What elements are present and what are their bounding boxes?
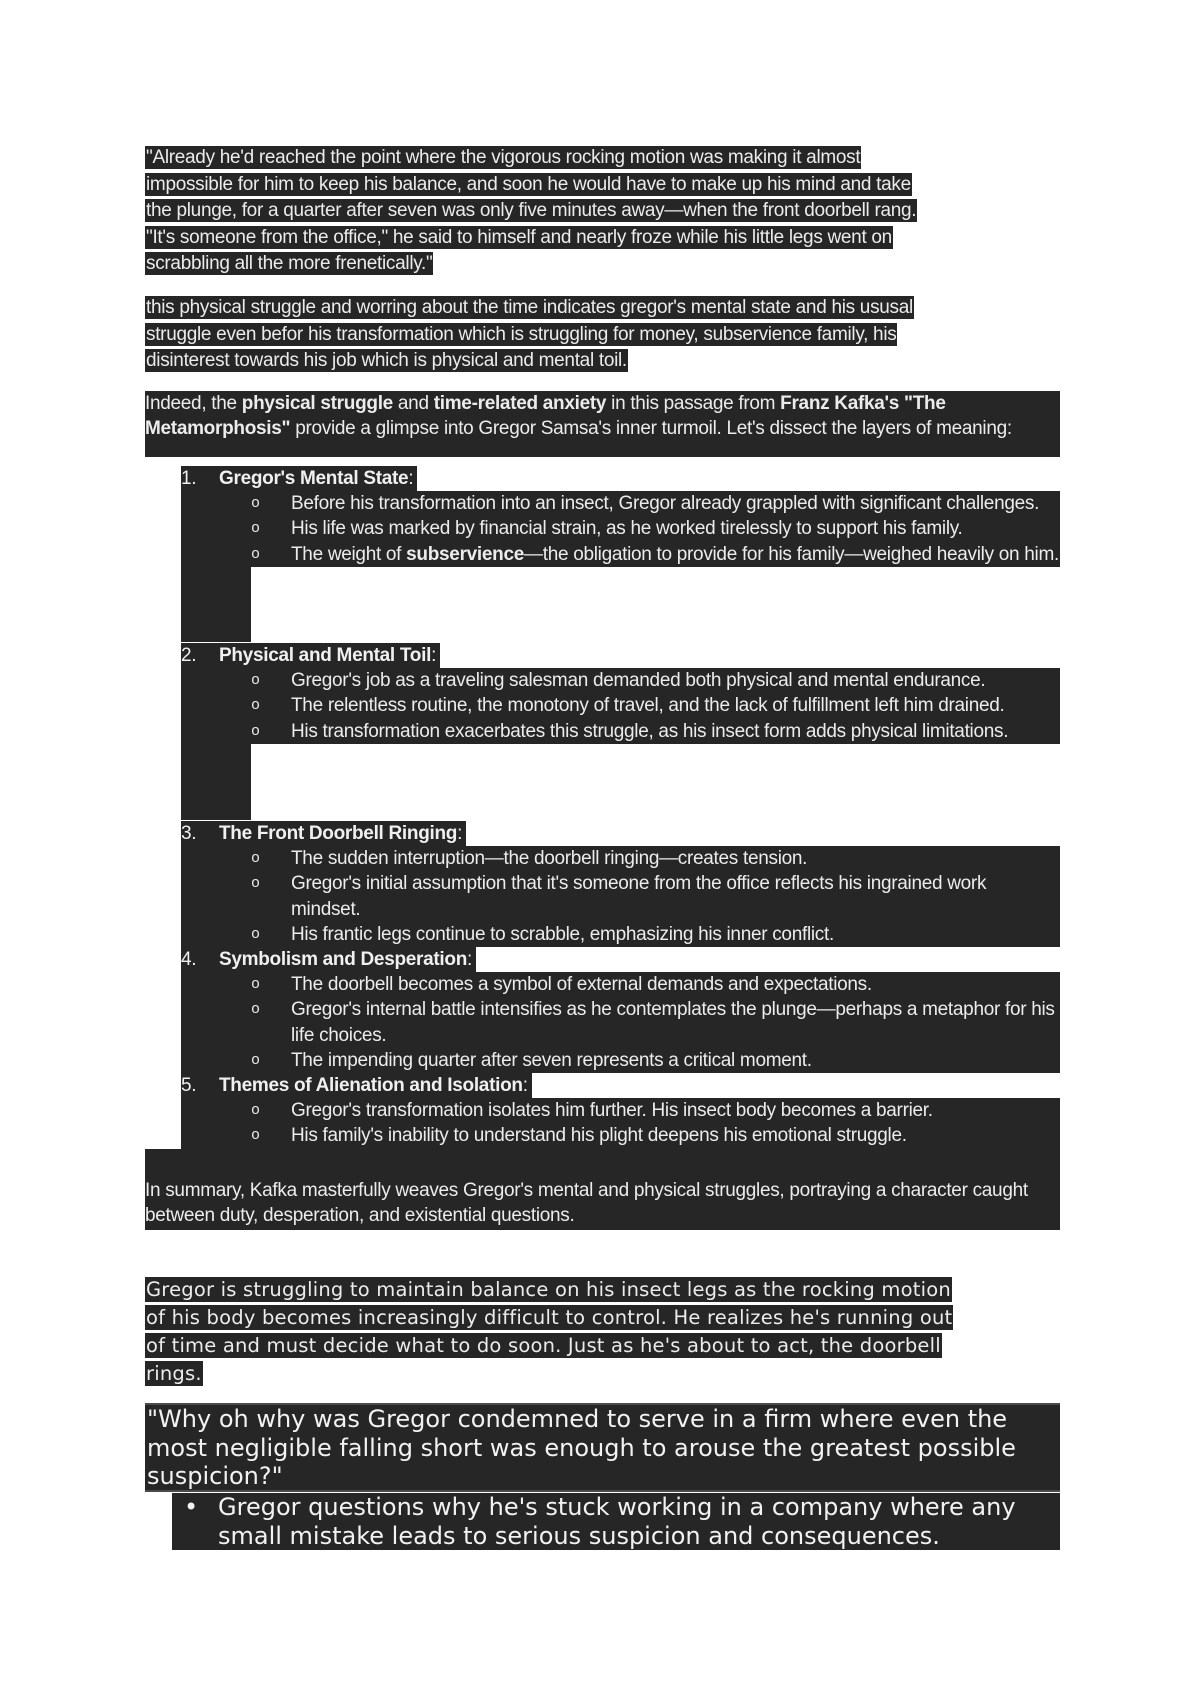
sub-list — [251, 668, 1060, 744]
text-line: "Already he'd reached the point where the vigorous rocking motion was making it almost — [146, 147, 861, 168]
sub-list-indent — [181, 1098, 251, 1149]
sub-list — [251, 972, 1060, 1073]
sub-list-item — [251, 1123, 1060, 1148]
bullet-icon: o — [251, 672, 260, 689]
text-line: disinterest towards his job which is physical and mental toil. — [146, 350, 627, 371]
item-title: Symbolism and Desperation — [219, 949, 468, 970]
bullet-icon: o — [251, 1127, 260, 1145]
sub-list-item — [251, 668, 1060, 693]
sub-item-text: The doorbell becomes a symbol of external demands and expectations. — [291, 974, 872, 995]
numbered-item — [181, 643, 440, 668]
bullet-icon: o — [251, 722, 260, 740]
text-line: this physical struggle and worring about the time indicates gregor's mental state and his ususal — [146, 297, 913, 318]
sub-list — [251, 846, 1060, 947]
item-number: 2. — [181, 645, 197, 666]
sub-item-text: Gregor's internal battle intensifies as he contemplates the plunge—perhaps a metaphor for his life choices. — [291, 999, 1055, 1046]
sub-item-text: The sudden interruption—the doorbell ringing—creates tension. — [291, 848, 808, 869]
bullet-icon: • — [184, 1493, 199, 1521]
text-line: "It's someone from the office," he said to himself and nearly froze while his little legs went on — [146, 226, 892, 248]
sub-item-text: The impending quarter after seven represents a critical moment. — [291, 1049, 812, 1071]
sub-item-text: His frantic legs continue to scrabble, emphasizing his inner conflict. — [291, 923, 834, 945]
numbered-item — [181, 821, 466, 846]
bullet-icon: o — [251, 1051, 260, 1069]
numbered-item — [181, 466, 417, 491]
sub-list-item — [251, 922, 1060, 947]
sub-list-item — [251, 1048, 1060, 1073]
quote-text: "Why oh why was Gregor condemned to serve in a firm where even the most negligible falling short was enough to arouse the greatest possible suspicion?" — [147, 1405, 1016, 1490]
analysis-block — [145, 391, 1060, 1230]
bullet-icon: o — [251, 1001, 260, 1019]
sub-list-item — [251, 997, 1060, 1048]
sub-list-item — [251, 491, 1060, 516]
bullet-icon: o — [251, 925, 260, 943]
sub-list-item — [251, 516, 1060, 541]
intro-text: provide a glimpse into Gregor Samsa's inner turmoil. Let's dissect the layers of meaning: — [290, 418, 1012, 440]
bullet-list-item — [172, 1493, 1060, 1550]
sub-item-text: The relentless routine, the monotony of travel, and the lack of fulfillment left him drained. — [291, 695, 1005, 717]
sub-list-item — [251, 972, 1060, 997]
item-title: Themes of Alienation and Isolation — [219, 1075, 523, 1096]
text-line: of time and must decide what to do soon. Just as he's about to act, the doorbell — [146, 1334, 941, 1357]
bullet-icon: o — [251, 875, 260, 893]
sub-item-text: His life was marked by financial strain, as he worked tirelessly to support his family. — [291, 518, 963, 540]
note-paragraph — [145, 295, 1060, 375]
analysis-intro — [145, 391, 1060, 442]
text-line: impossible for him to keep his balance, and soon he would have to make up his mind and take — [146, 173, 911, 195]
bullet-icon: o — [251, 1102, 260, 1119]
bullet-icon: o — [251, 520, 260, 538]
item-number: 4. — [181, 949, 197, 970]
item-number: 5. — [181, 1075, 197, 1096]
sub-item-text: —the obligation to provide for his family—weighed heavily on him. — [524, 543, 1059, 565]
text-line: rings. — [146, 1362, 202, 1385]
intro-bold: physical struggle — [241, 393, 393, 414]
sub-item-text: The weight of — [291, 543, 407, 565]
sub-list-item — [251, 719, 1060, 744]
sub-list — [251, 491, 1060, 567]
intro-bold: time-related anxiety — [433, 393, 607, 414]
item-colon: : — [522, 1075, 528, 1096]
quote-box — [145, 1403, 1060, 1492]
sub-item-text: Gregor's transformation isolates him further. His insect body becomes a barrier. — [291, 1100, 933, 1121]
intro-text: Indeed, the — [145, 393, 242, 414]
numbered-item — [181, 947, 476, 972]
summary-paragraph: In summary, Kafka masterfully weaves Gregor's mental and physical struggles, portraying a character caught between duty, desperation, and existential questions. — [145, 1180, 1028, 1227]
intro-text: and — [392, 393, 434, 414]
sub-list-item — [251, 1098, 1060, 1123]
sub-list — [251, 1098, 1060, 1149]
sub-list-indent — [181, 846, 251, 947]
item-title: Physical and Mental Toil — [219, 645, 432, 666]
bullet-icon: o — [251, 545, 260, 563]
item-colon: : — [431, 645, 437, 666]
paraphrase-paragraph — [145, 1276, 1060, 1388]
intro-text: in this passage from — [606, 393, 781, 414]
sub-list-indent — [181, 972, 251, 1073]
sub-list-indent — [181, 491, 251, 642]
item-number: 3. — [181, 823, 197, 844]
bullet-icon: o — [251, 976, 260, 993]
item-number: 1. — [181, 468, 197, 489]
intro-bold: Franz Kafka's "The Metamorphosis" — [145, 393, 946, 440]
sub-item-bold: subservience — [406, 543, 525, 565]
sub-list-item — [251, 871, 1060, 922]
item-title: The Front Doorbell Ringing — [219, 823, 458, 844]
item-colon: : — [457, 823, 463, 844]
text-line: scrabbling all the more frenetically." — [146, 253, 433, 274]
item-colon: : — [408, 468, 414, 489]
sub-item-text: Before his transformation into an insect, Gregor already grappled with significant challenges. — [291, 493, 1040, 514]
bullet-text: Gregor questions why he's stuck working in a company where any small mistake leads to serious suspicion and consequences. — [218, 1493, 1016, 1550]
sub-item-text: Gregor's initial assumption that it's someone from the office reflects his ingrained work mindset. — [291, 873, 987, 920]
numbered-item — [181, 1073, 532, 1098]
item-title: Gregor's Mental State — [219, 468, 409, 489]
text-line: the plunge, for a quarter after seven was only five minutes away—when the front doorbell rang. — [146, 200, 917, 221]
bullet-icon: o — [251, 850, 260, 867]
quote-paragraph-1 — [145, 145, 1060, 278]
sub-list-item — [251, 542, 1060, 567]
text-line: struggle even befor his transformation which is struggling for money, subservience family, his — [146, 323, 897, 345]
item-colon: : — [467, 949, 472, 970]
sub-list-item — [251, 846, 1060, 871]
sub-item-text: His family's inability to understand his plight deepens his emotional struggle. — [291, 1125, 907, 1147]
text-line: Gregor is struggling to maintain balance on his insect legs as the rocking motion — [146, 1278, 951, 1301]
sub-item-text: His transformation exacerbates this struggle, as his insect form adds physical limitations. — [291, 720, 1009, 742]
bullet-icon: o — [251, 495, 260, 512]
sub-list-item — [251, 693, 1060, 718]
text-line: of his body becomes increasingly difficult to control. He realizes he's running out — [146, 1306, 953, 1329]
sub-list-indent — [181, 668, 251, 820]
sub-item-text: Gregor's job as a traveling salesman demanded both physical and mental endurance. — [291, 670, 986, 691]
bullet-icon: o — [251, 697, 260, 715]
